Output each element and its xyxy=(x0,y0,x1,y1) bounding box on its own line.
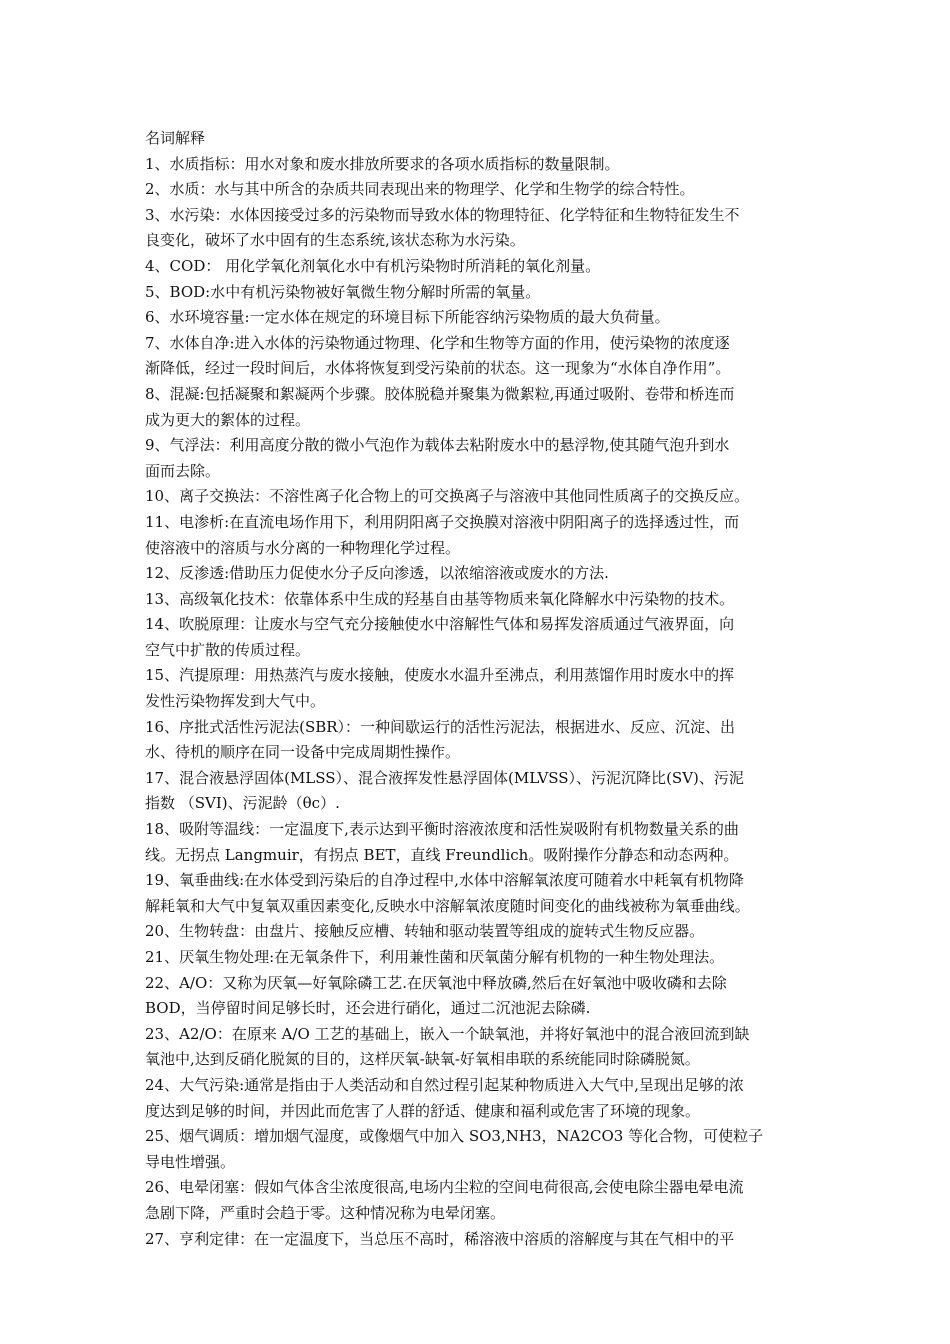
entry-text-line: 26、电晕闭塞：假如气体含尘浓度很高,电场内尘粒的空间电荷很高,会使电除尘器电晕电流 xyxy=(145,1178,744,1197)
entry-text-line: 成为更大的絮体的过程。 xyxy=(145,410,311,429)
term-definition-list xyxy=(145,152,813,1253)
entry-text-line: 13、高级氧化技术：依靠体系中生成的羟基自由基等物质来氧化降解水中污染物的技术。 xyxy=(145,589,735,608)
entry-text-line: 发性污染物挥发到大气中。 xyxy=(145,692,326,711)
term-entry xyxy=(145,1124,813,1175)
entry-text-line: 14、吹脱原理：让废水与空气充分接触使水中溶解性气体和易挥发溶质通过气液界面，向 xyxy=(145,615,735,634)
entry-text-line: 线。无拐点 Langmuir，有拐点 BET，直线 Freundlich。吸附操作分静态和动态两种。 xyxy=(145,845,739,864)
entry-text-line: 9、气浮法：利用高度分散的微小气泡作为载体去粘附废水中的悬浮物,使其随气泡升到水 xyxy=(145,436,730,455)
term-entry xyxy=(145,254,813,280)
entry-text-line: 氧池中,达到反硝化脱氮的目的，这样厌氧-缺氧-好氧相串联的系统能同时除磷脱氮。 xyxy=(145,1050,700,1069)
entry-text-line: 使溶液中的溶质与水分离的一种物理化学过程。 xyxy=(145,538,461,557)
entry-text-line: 27、亨利定律：在一定温度下，当总压不高时，稀溶液中溶质的溶解度与其在气相中的平 xyxy=(145,1229,735,1248)
entry-text-line: 5、BOD:水中有机污染物被好氧微生物分解时所需的氧量。 xyxy=(145,282,541,301)
document-heading: 名词解释 xyxy=(145,129,206,147)
entry-text-line: 15、汽提原理：用热蒸汽与废水接触，使废水水温升至沸点，利用蒸馏作用时废水中的挥 xyxy=(145,666,735,685)
entry-text-line: 8、混凝:包括凝聚和絮凝两个步骤。胶体脱稳并聚集为微絮粒,再通过吸附、卷带和桥连而 xyxy=(145,384,735,403)
entry-text-line: 度达到足够的时间，并因此而危害了人群的舒适、健康和福利或危害了环境的现象。 xyxy=(145,1101,701,1120)
entry-text-line: 空气中扩散的传质过程。 xyxy=(145,640,311,659)
entry-text-line: 12、反渗透:借助压力促使水分子反向渗透，以浓缩溶液或废水的方法. xyxy=(145,564,609,583)
term-entry xyxy=(145,612,813,663)
term-entry xyxy=(145,1227,813,1253)
entry-text-line: 19、氧垂曲线:在水体受到污染后的自净过程中,水体中溶解氧浓度可随着水中耗氧有机物降 xyxy=(145,871,744,890)
entry-text-line: 11、电渗析:在直流电场作用下，利用阴阳离子交换膜对溶液中阴阳离子的选择透过性，而 xyxy=(145,512,740,531)
term-entry xyxy=(145,484,813,510)
entry-text-line: 16、序批式活性污泥法(SBR）：一种间歇运行的活性污泥法，根据进水、反应、沉淀、出 xyxy=(145,717,736,736)
entry-text-line: 1、水质指标：用水对象和废水排放所要求的各项水质指标的数量限制。 xyxy=(145,154,620,173)
term-entry xyxy=(145,1073,813,1124)
entry-text-line: 4、COD： 用化学氧化剂氧化水中有机污染物时所消耗的氧化剂量。 xyxy=(145,256,601,275)
term-entry xyxy=(145,331,813,382)
term-entry xyxy=(145,587,813,613)
entry-text-line: 6、水环境容量:一定水体在规定的环境目标下所能容纳污染物质的最大负荷量。 xyxy=(145,308,670,327)
entry-text-line: 急剧下降，严重时会趋于零。这种情况称为电晕闭塞。 xyxy=(145,1203,506,1222)
document-body xyxy=(145,126,813,1252)
term-entry xyxy=(145,561,813,587)
term-entry xyxy=(145,715,813,766)
entry-text-line: 解耗氧和大气中复氧双重因素变化,反映水中溶解氧浓度随时间变化的曲线被称为氧垂曲线。 xyxy=(145,896,750,915)
term-entry xyxy=(145,152,813,178)
term-entry xyxy=(145,177,813,203)
term-entry xyxy=(145,663,813,714)
entry-text-line: 17、混合液悬浮固体(MLSS）、混合液挥发性悬浮固体(MLVSS）、污泥沉降比(SV)、污泥 xyxy=(145,768,744,787)
entry-text-line: 23、A2/O：在原来 A/O 工艺的基础上，嵌入一个缺氧池，并将好氧池中的混合液回流到缺 xyxy=(145,1024,750,1043)
entry-text-line: 指数 （SVI)、污泥龄（θc）. xyxy=(145,794,340,813)
term-entry xyxy=(145,280,813,306)
term-entry xyxy=(145,1175,813,1226)
entry-text-line: 18、吸附等温线：一定温度下,表示达到平衡时溶液浓度和活性炭吸附有机物数量关系的曲 xyxy=(145,820,739,839)
entry-text-line: 渐降低，经过一段时间后，水体将恢复到受污染前的状态。这一现象为“水体自净作用”。 xyxy=(145,359,731,378)
term-entry xyxy=(145,766,813,817)
term-entry xyxy=(145,919,813,945)
entry-text-line: 25、烟气调质：增加烟气湿度，或像烟气中加入 SO3,NH3，NA2CO3 等化合物，可使粒子 xyxy=(145,1127,764,1146)
term-entry xyxy=(145,1022,813,1073)
entry-text-line: 水、待机的顺序在同一设备中完成周期性操作。 xyxy=(145,743,461,762)
term-entry xyxy=(145,945,813,971)
term-entry xyxy=(145,868,813,919)
entry-text-line: 10、离子交换法：不溶性离子化合物上的可交换离子与溶液中其他同性质离子的交换反应。 xyxy=(145,487,750,506)
entry-text-line: 21、厌氧生物处理:在无氧条件下，利用兼性菌和厌氧菌分解有机物的一种生物处理法。 xyxy=(145,948,725,966)
term-entry xyxy=(145,305,813,331)
entry-text-line: 导电性增强。 xyxy=(145,1152,236,1171)
entry-text-line: BOD，当停留时间足够长时，还会进行硝化，通过二沉池泥去除磷. xyxy=(145,999,591,1018)
entry-text-line: 3、水污染：水体因接受过多的污染物而导致水体的物理特征、化学特征和生物特征发生不 xyxy=(145,205,740,224)
entry-text-line: 20、生物转盘：由盘片、接触反应槽、转轴和驱动装置等组成的旋转式生物反应器。 xyxy=(145,922,705,941)
entry-text-line: 面而去除。 xyxy=(145,461,221,480)
term-entry xyxy=(145,971,813,1022)
entry-text-line: 2、水质：水与其中所含的杂质共同表现出来的物理学、化学和生物学的综合特性。 xyxy=(145,180,695,199)
term-entry xyxy=(145,203,813,254)
entry-text-line: 22、A/O：又称为厌氧—好氧除磷工艺.在厌氧池中释放磷,然后在好氧池中吸收磷和去除 xyxy=(145,973,727,992)
term-entry xyxy=(145,433,813,484)
term-entry xyxy=(145,510,813,561)
term-entry xyxy=(145,382,813,433)
term-entry xyxy=(145,817,813,868)
entry-text-line: 24、大气污染:通常是指由于人类活动和自然过程引起某种物质进入大气中,呈现出足够的浓 xyxy=(145,1075,744,1094)
entry-text-line: 良变化，破坏了水中固有的生态系统,该状态称为水污染。 xyxy=(145,231,525,250)
entry-text-line: 7、水体自净:进入水体的污染物通过物理、化学和生物等方面的作用，使污染物的浓度逐 xyxy=(145,333,730,352)
